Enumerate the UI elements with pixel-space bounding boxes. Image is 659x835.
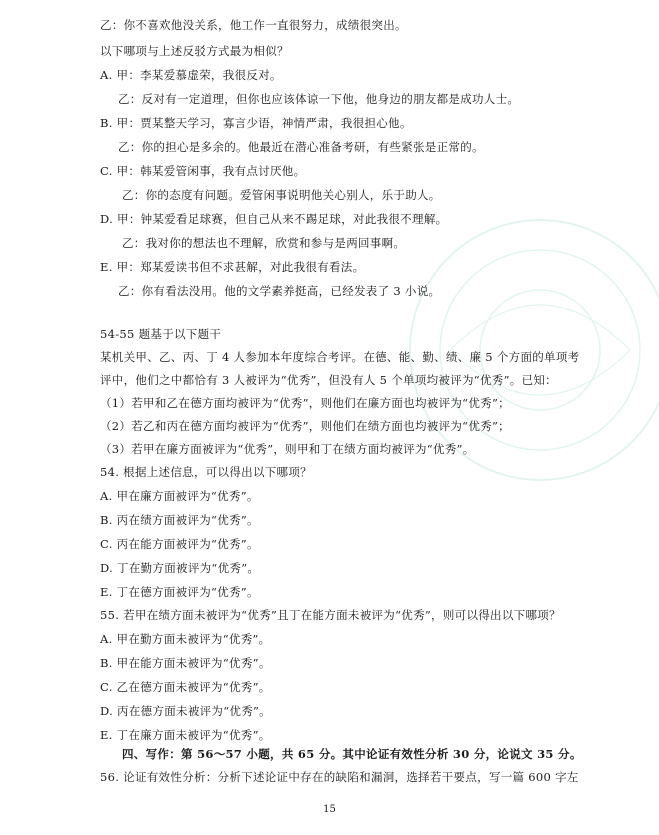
passage-line: 某机关甲、乙、丙、丁 4 人参加本年度综合考评。在德、能、勤、绩、廉 5 个方面的单项考 [100,350,580,364]
q55-option-e: E. 丁在廉方面未被评为“优秀”。 [100,728,271,742]
q55-option-c: C. 乙在德方面未被评为“优秀”。 [100,680,271,694]
q54-option-c: C. 丙在能方面被评为“优秀”。 [100,537,259,551]
question-56: 56. 论证有效性分析：分析下述论证中存在的缺陷和漏洞，选择若干要点，写一篇 600 字左 [100,770,579,784]
option-b: B. 甲：贾某整天学习，寡言少语，神情严肃，我很担心他。 [100,116,412,130]
option-d-reply: 乙：我对你的想法也不理解，欣赏和参与是两回事啊。 [122,236,406,250]
q55-option-b: B. 甲在能方面未被评为“优秀”。 [100,656,271,670]
option-e: E. 甲：郑某爱读书但不求甚解，对此我很有看法。 [100,260,365,274]
option-b-reply: 乙：你的担心是多余的。他最近在潜心准备考研，有些紧张是正常的。 [118,140,484,154]
condition-3: （3）若甲在廉方面被评为“优秀”，则甲和丁在绩方面均被评为“优秀”。 [100,442,475,456]
text-line: 乙：你不喜欢他没关系，他工作一直很努力，成绩很突出。 [100,18,407,32]
option-d: D. 甲：钟某爱看足球赛，但自己从来不踢足球，对此我很不理解。 [100,212,448,226]
option-a-reply: 乙：反对有一定道理，但你也应该体谅一下他，他身边的朋友都是成功人士。 [118,92,520,106]
option-c: C. 甲：韩某爱管闲事，我有点讨厌他。 [100,164,306,178]
option-a: A. 甲：李某爱慕虚荣，我很反对。 [100,68,282,82]
passage-line: 评中，他们之中都恰有 3 人被评为“优秀”，但没有人 5 个单项均被评为“优秀”。已知： [100,373,557,387]
q54-option-e: E. 丁在德方面被评为“优秀”。 [100,585,259,599]
q54-option-b: B. 丙在绩方面被评为“优秀”。 [100,513,259,527]
q54-option-d: D. 丁在勤方面被评为“优秀”。 [100,561,260,575]
condition-2: （2）若乙和丙在德方面均被评为“优秀”，则他们在绩方面也均被评为“优秀”； [100,419,510,433]
option-e-reply: 乙：你有看法没用。他的文学素养挺高，已经发表了 3 小说。 [118,284,441,298]
q54-option-a: A. 甲在廉方面被评为“优秀”。 [100,489,259,503]
q55-option-d: D. 丙在德方面未被评为“优秀”。 [100,704,271,718]
condition-1: （1）若甲和乙在德方面均被评为“优秀”，则他们在廉方面也均被评为“优秀”； [100,396,510,410]
question-55: 55. 若甲在绩方面未被评为“优秀”且丁在能方面未被评为“优秀”，则可以得出以下哪项？ [100,608,561,622]
section-heading: 54-55 题基于以下题干 [100,327,222,341]
writing-section-heading: 四、写作：第 56～57 小题，共 65 分。其中论证有效性分析 30 分，论说文 35 分。 [122,747,582,761]
question-54: 54. 根据上述信息，可以得出以下哪项？ [100,465,312,479]
option-c-reply: 乙：你的态度有问题。爱管闲事说明他关心别人，乐于助人。 [122,188,441,202]
question-prompt: 以下哪项与上述反驳方式最为相似？ [100,44,289,58]
page-number: 15 [323,804,336,815]
q55-option-a: A. 甲在勤方面未被评为“优秀”。 [100,632,271,646]
